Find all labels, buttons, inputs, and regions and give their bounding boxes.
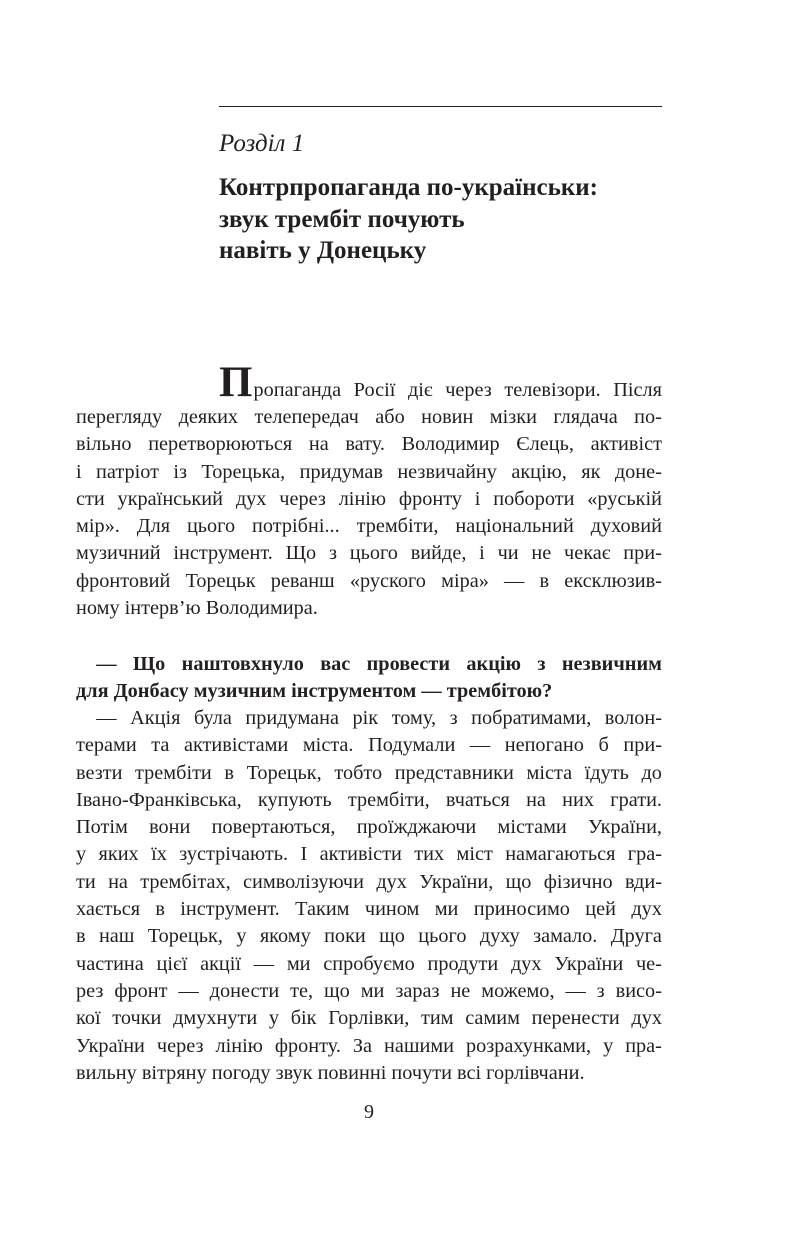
word: дух: [631, 898, 662, 921]
word: намагаються: [505, 843, 616, 866]
text-line: [76, 678, 662, 705]
word: рез: [76, 979, 104, 1002]
word: була: [193, 707, 232, 729]
word: вильну: [76, 1061, 137, 1084]
word: цього: [186, 515, 236, 538]
word: Потім: [76, 816, 128, 839]
word: І: [300, 843, 308, 866]
word: самим: [465, 1007, 520, 1030]
word: провести: [366, 653, 451, 675]
word: —: [565, 979, 586, 1002]
word: України: [554, 952, 624, 975]
word: фізично: [543, 870, 613, 893]
text-line: [76, 951, 662, 978]
word: телепередач: [254, 406, 359, 428]
word: активісти: [319, 843, 402, 866]
word: трембіти: [135, 761, 212, 784]
word: пра-: [625, 1034, 662, 1057]
word: Торецька,: [201, 460, 286, 483]
word: звук: [275, 1061, 313, 1084]
chapter-title-line: звук трембіт почують: [219, 205, 465, 233]
word: з: [537, 653, 546, 675]
word: фронту.: [274, 1034, 341, 1057]
word: або: [375, 406, 405, 428]
word: наштовхнуло: [181, 653, 304, 675]
word: телевізори.: [504, 378, 601, 401]
word: дух: [510, 952, 542, 975]
word: інструмент.: [173, 542, 273, 565]
word: деяких: [178, 406, 239, 428]
text-line: [76, 705, 662, 732]
word: непогано: [504, 734, 584, 757]
word: фронту: [398, 487, 462, 510]
word: цього: [349, 542, 398, 565]
word: Росії: [353, 378, 396, 401]
word: містами: [497, 816, 567, 839]
word: України,: [419, 870, 494, 893]
drop-cap: П: [219, 358, 253, 406]
word: цієї: [156, 952, 188, 975]
word: діє: [407, 378, 433, 401]
intro-lines: [76, 404, 662, 622]
word: приносимо: [473, 898, 570, 921]
word: розрахунками,: [466, 1034, 592, 1057]
word: через: [445, 378, 492, 401]
text-line: [76, 978, 662, 1005]
word: яких: [98, 843, 139, 866]
chapter-rule: [219, 106, 662, 107]
word: дух: [376, 870, 407, 893]
word: міст: [456, 843, 493, 866]
word: акцію: [466, 653, 522, 675]
word: не: [531, 542, 552, 565]
chapter-title: [219, 172, 598, 267]
word: в: [539, 569, 550, 592]
word: потрібні...: [252, 515, 340, 538]
word: —: [76, 707, 117, 729]
word: України: [76, 1034, 145, 1057]
word: ексклюзив-: [564, 569, 662, 592]
word: активістами: [183, 734, 289, 757]
word: цей: [585, 898, 617, 921]
word: у: [76, 843, 87, 866]
word: всі: [457, 1061, 482, 1084]
word: Що: [285, 542, 317, 565]
text-line: [76, 923, 662, 950]
word: в: [155, 898, 165, 921]
word: горлівчани.: [486, 1061, 585, 1084]
word: лінію: [215, 1034, 263, 1057]
word: інтерв’ю: [124, 597, 201, 620]
text-line: [76, 459, 662, 486]
word: на: [308, 433, 329, 456]
word: поки: [324, 925, 366, 948]
word: український: [117, 487, 223, 510]
word: ти: [76, 870, 96, 893]
word: вату.: [345, 433, 385, 456]
word: Що: [132, 653, 166, 675]
word: інструмент.: [180, 898, 280, 921]
word: трембітах,: [140, 870, 231, 893]
word: тих: [414, 843, 445, 866]
word: кої: [76, 1007, 101, 1030]
word: точки: [112, 1007, 162, 1030]
word: з: [596, 979, 605, 1002]
word: ми: [360, 979, 385, 1002]
word: трембіти,: [347, 788, 430, 811]
text-line: [76, 1005, 662, 1032]
word: до: [641, 761, 662, 784]
word: що: [379, 925, 405, 948]
word: —: [76, 653, 117, 675]
word: із: [173, 460, 187, 483]
word: музичний: [76, 542, 161, 565]
word: в: [224, 761, 234, 784]
word: вчаться: [445, 788, 510, 811]
word: ми: [434, 898, 459, 921]
word: —: [253, 952, 275, 975]
word: продути: [427, 952, 499, 975]
text-line: [76, 540, 662, 567]
word: по-: [634, 406, 662, 428]
word: Володимир: [401, 433, 500, 456]
word: ному: [76, 597, 120, 620]
word: з: [449, 707, 458, 729]
word: при-: [623, 734, 662, 757]
word: везти: [76, 761, 123, 784]
word: реванш: [270, 569, 335, 592]
word: з: [328, 542, 337, 565]
word: на: [526, 788, 546, 811]
word: доне-: [614, 460, 662, 483]
word: фронтовий: [76, 569, 171, 592]
word: активіст: [590, 433, 662, 456]
word: Після: [613, 378, 662, 401]
intro-paragraph: [76, 358, 662, 622]
word: міста.: [302, 734, 354, 757]
word: у: [603, 1034, 614, 1057]
word: у: [236, 925, 247, 948]
word: частина: [76, 952, 144, 975]
word: тобто: [334, 761, 383, 784]
word: Володимира.: [205, 597, 318, 620]
word: і: [76, 460, 82, 483]
text-line: [76, 1033, 662, 1060]
word: тим: [420, 1007, 454, 1030]
word: За: [352, 1034, 373, 1057]
word: Друга: [610, 925, 662, 948]
text-line: [76, 431, 662, 458]
word: якому: [259, 925, 311, 948]
word: побороти: [493, 487, 575, 510]
word: нашими: [384, 1034, 455, 1057]
word: акцію,: [511, 460, 567, 483]
word: вітряну: [141, 1061, 207, 1084]
word: погоду: [211, 1061, 271, 1084]
text-line: [76, 1060, 662, 1087]
word: Донбасу: [113, 680, 189, 703]
text-line: [76, 814, 662, 841]
word: наш: [98, 925, 135, 948]
word: чи: [497, 542, 519, 565]
word: Єлець,: [516, 433, 574, 456]
word: вийде,: [410, 542, 467, 565]
word: гра-: [627, 843, 662, 866]
text-line: [76, 732, 662, 759]
word: цього: [418, 925, 467, 948]
word: Торецьк,: [246, 761, 322, 784]
word: побратимами,: [471, 707, 592, 729]
word: мізки: [489, 406, 537, 428]
word: символізуючи: [243, 870, 364, 893]
word: —: [421, 680, 442, 703]
word: через: [156, 1034, 204, 1057]
text-line: [76, 651, 662, 678]
word: не: [450, 979, 471, 1002]
word: Горлівки,: [328, 1007, 410, 1030]
word: —: [178, 979, 199, 1002]
word: Акція: [130, 707, 181, 729]
word: України,: [588, 816, 662, 839]
word: лінію: [338, 487, 387, 510]
word: повинні: [317, 1061, 387, 1084]
word: міста: [526, 761, 573, 784]
word: них: [562, 788, 595, 811]
text-line: [76, 513, 662, 540]
text-line: [76, 896, 662, 923]
word: рік: [352, 707, 379, 729]
word: тому,: [391, 707, 437, 729]
word: в: [76, 925, 86, 948]
word: терами: [76, 734, 137, 757]
word: висо-: [615, 979, 662, 1002]
word: перенести: [531, 1007, 620, 1030]
word: у: [268, 1007, 280, 1030]
word: духовий: [590, 515, 662, 538]
word: спробуємо: [323, 952, 415, 975]
word: «руській: [587, 487, 662, 510]
page-number: 9: [364, 1101, 374, 1123]
word: Пропаганда: [219, 358, 342, 406]
word: вас: [320, 653, 351, 675]
word: вди-: [624, 870, 662, 893]
interview-answer: [76, 705, 662, 1087]
intro-first-line: [76, 358, 662, 406]
word: перетворюються: [148, 433, 293, 456]
word: патріот: [96, 460, 159, 483]
word: чекає: [564, 542, 611, 565]
word: волон-: [604, 707, 662, 729]
word: «руского: [349, 569, 426, 592]
word: що: [505, 870, 532, 893]
word: Торецьк,: [147, 925, 223, 948]
word: незвичним: [561, 653, 662, 675]
word: незвичайну: [397, 460, 497, 483]
word: трембіти,: [356, 515, 439, 538]
word: проїжджаючи: [356, 816, 477, 839]
word: вільно: [76, 433, 132, 456]
word: придумав: [299, 460, 383, 483]
word: що: [324, 979, 350, 1002]
word: дух: [631, 1007, 662, 1030]
word: замало.: [533, 925, 598, 948]
word: дух: [235, 487, 267, 510]
chapter-title-line: Контрпропаганда по-українськи:: [219, 174, 598, 201]
word: трембітою?: [446, 680, 553, 703]
word: донести: [209, 979, 280, 1002]
word: і: [474, 487, 481, 510]
word: міра»: [441, 569, 489, 592]
word: глядача: [553, 406, 618, 428]
word: Торецьк: [185, 569, 256, 592]
word: музичним: [193, 680, 287, 703]
word: Івано-Франківська,: [76, 788, 242, 811]
chapter-title-line: навіть у Донецьку: [219, 237, 427, 264]
word: через: [279, 487, 326, 510]
word: повертаються,: [211, 816, 336, 839]
word: фронт: [114, 979, 168, 1002]
word: те,: [290, 979, 314, 1002]
word: і: [479, 542, 485, 565]
word: представники: [394, 761, 514, 784]
word: їх: [151, 843, 167, 866]
word: новин: [421, 406, 474, 428]
word: на: [108, 870, 128, 893]
interview-question: [76, 651, 662, 706]
word: при-: [623, 542, 662, 565]
word: —: [504, 569, 525, 592]
word: Подумали: [368, 734, 456, 757]
word: мір».: [76, 515, 120, 538]
word: акції: [200, 952, 242, 975]
word: сти: [76, 487, 105, 510]
text-line: [76, 787, 662, 814]
text-line: [76, 404, 662, 431]
word: бік: [290, 1007, 317, 1030]
word: як: [581, 460, 601, 483]
word: та: [151, 734, 170, 757]
word: грати.: [610, 788, 662, 811]
text-line: [76, 568, 662, 595]
word: хається: [76, 898, 141, 921]
word: —: [469, 734, 491, 757]
word: чином: [364, 898, 420, 921]
word: перегляду: [76, 406, 163, 428]
text-line: [76, 869, 662, 896]
word: дмухнути: [173, 1007, 258, 1030]
word: духу: [479, 925, 520, 948]
word: зараз: [395, 979, 440, 1002]
word: вони: [149, 816, 191, 839]
word: інструментом: [291, 680, 417, 703]
word: можемо,: [481, 979, 555, 1002]
word: че-: [635, 952, 662, 975]
word: б: [598, 734, 609, 757]
word: ми: [286, 952, 311, 975]
word: для: [76, 680, 109, 703]
text-line: [76, 486, 662, 513]
word: придумана: [245, 707, 339, 729]
word: почути: [391, 1061, 452, 1084]
text-line: [76, 760, 662, 787]
text-line: [76, 595, 662, 622]
word: Таким: [295, 898, 350, 921]
text-line: [76, 841, 662, 868]
word: купують: [257, 788, 332, 811]
word: зустрічають.: [179, 843, 289, 866]
word: Для: [136, 515, 171, 538]
word: їдуть: [584, 761, 629, 784]
word: національний: [455, 515, 574, 538]
chapter-label: Розділ 1: [219, 130, 305, 157]
